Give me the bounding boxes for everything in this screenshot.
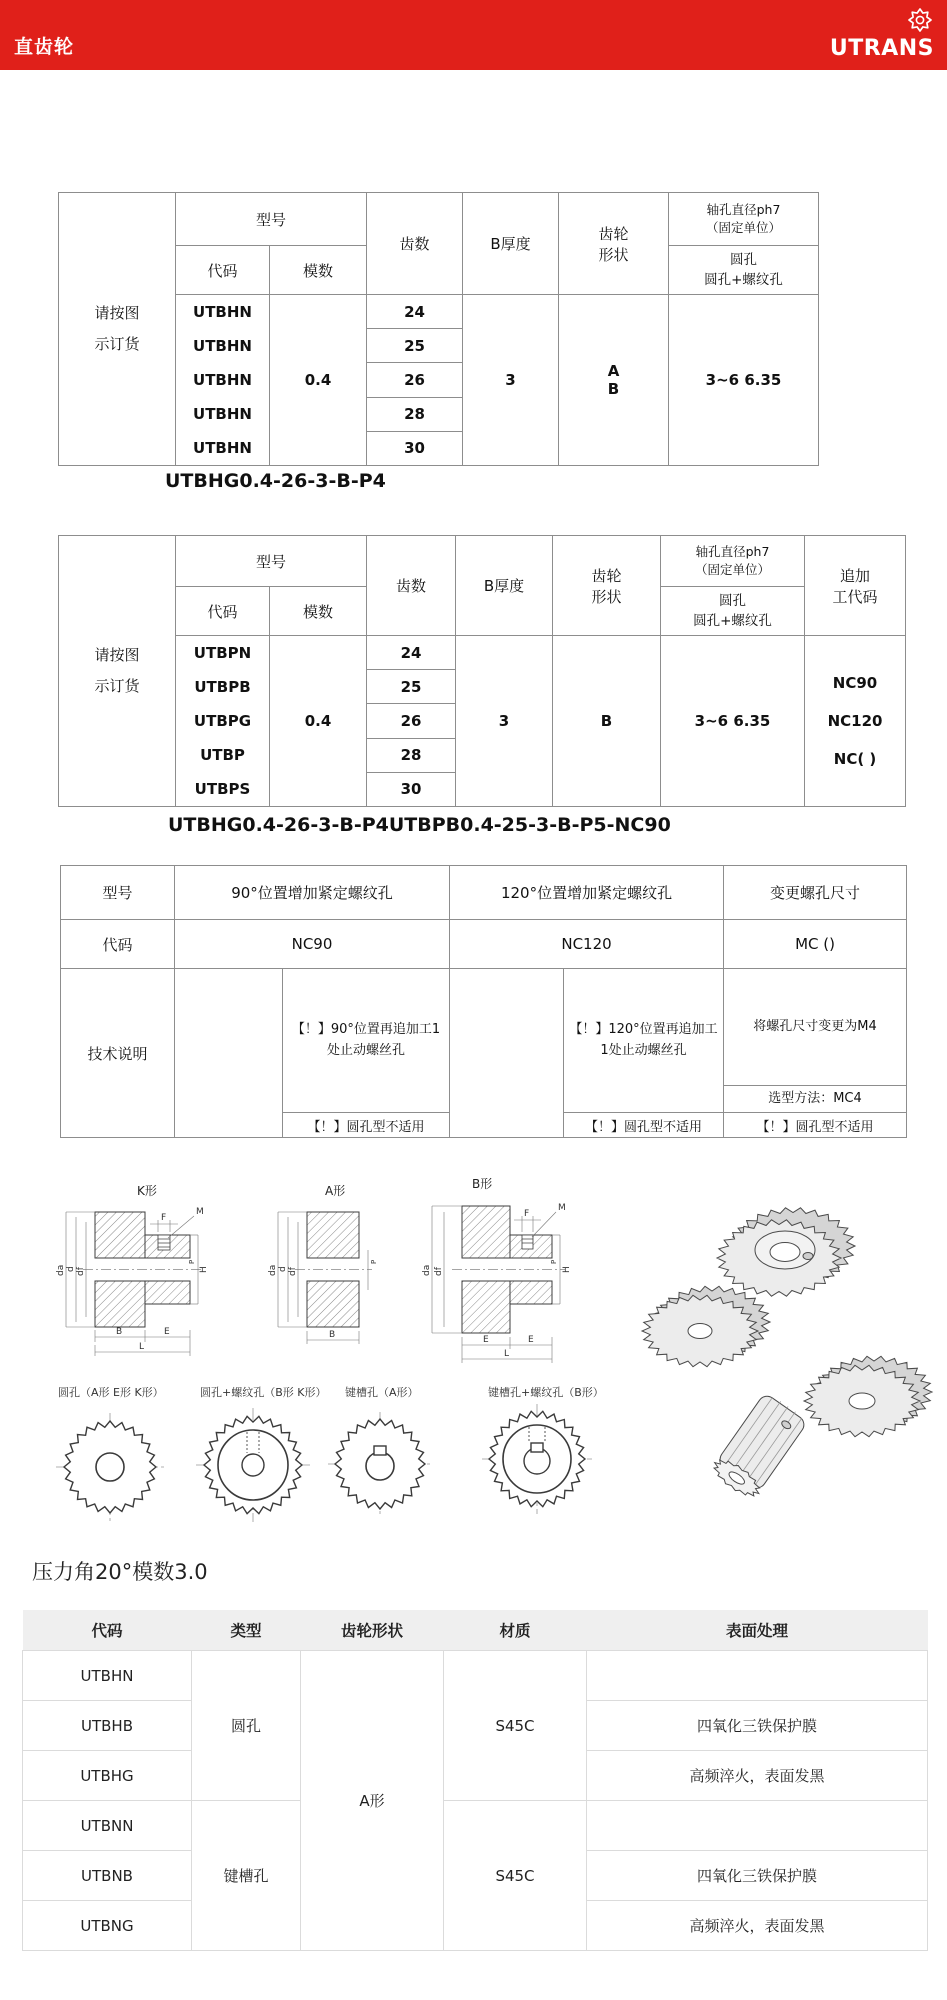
code-value: UTBPS	[194, 780, 251, 798]
order-note-line2: 示订货	[94, 335, 140, 353]
shape-header-line2: 形状	[591, 587, 622, 606]
gear-front-view-keyway-hole	[328, 1385, 432, 1516]
mat-header-code: 代码	[23, 1610, 192, 1651]
dim-label-e: E	[528, 1335, 534, 1345]
gear-3d-render	[642, 1208, 932, 1503]
mat-header-material: 材质	[444, 1610, 587, 1651]
dim-label-p: P	[188, 1259, 196, 1264]
not-applicable-90: 【！】圆孔型不适用	[283, 1113, 450, 1138]
dim-label-f: F	[161, 1213, 167, 1223]
material-table	[22, 1610, 928, 1951]
extra-header-line2: 工代码	[832, 587, 878, 606]
code-value: UTBHN	[193, 371, 252, 389]
extra-code-value: NC( )	[833, 750, 877, 768]
hole-sub-line1: 圆孔	[730, 251, 758, 268]
code-value: UTBPB	[194, 678, 251, 696]
code-value: UTBPG	[193, 712, 252, 730]
a-section-label: A形	[325, 1184, 346, 1198]
tech-90-figure-cell	[175, 969, 283, 1138]
dim-label-da: da	[268, 1264, 278, 1276]
teeth-value: 25	[367, 670, 456, 704]
machining-code-table	[60, 865, 907, 1138]
mat-code: UTBHB	[23, 1701, 192, 1751]
code-list-cell	[176, 295, 270, 466]
hole-header-line1: 轴孔直径ph7	[706, 201, 781, 217]
code-change-value: MC ()	[724, 920, 907, 969]
hole-range-value: 3~6 6.35	[661, 636, 805, 807]
code-120-value: NC120	[450, 920, 724, 969]
surface-treatment: 四氧化三铁保护膜	[587, 1851, 928, 1901]
code-value: UTBHN	[193, 439, 252, 457]
mat-header-surface: 表面处理	[587, 1610, 928, 1651]
module-value: 0.4	[270, 295, 367, 466]
hole-sub-line1: 圆孔	[719, 592, 747, 609]
code-value: UTBP	[200, 746, 245, 764]
surface-treatment: 高频淬火，表面发黑	[587, 1901, 928, 1951]
col-header-shape	[553, 536, 661, 636]
gear-shape-value: A形	[301, 1651, 444, 1951]
shape-value	[559, 295, 669, 466]
surface-treatment	[587, 1801, 928, 1851]
order-note-line1: 请按图	[94, 304, 140, 322]
k-section-label: K形	[137, 1184, 157, 1198]
order-note-line1: 请按图	[94, 646, 140, 664]
col-header-shape	[559, 193, 669, 295]
technical-drawings	[0, 1150, 947, 1550]
dim-label-m: M	[196, 1207, 204, 1217]
col-header-code: 代码	[176, 246, 270, 295]
dim-label-p: P	[550, 1259, 558, 1264]
extra-code-value: NC120	[827, 712, 883, 730]
col-header-teeth: 齿数	[367, 193, 463, 295]
front-view-label-2: 圆孔+螺纹孔（B形 K形）	[200, 1386, 327, 1399]
tech-120-figure-cell	[450, 969, 564, 1138]
hole-type-keyway: 键槽孔	[192, 1801, 301, 1951]
col-header-hole-sub	[669, 246, 819, 295]
hole-header-line2: （固定单位）	[695, 562, 771, 577]
shape-value-line1: A	[607, 362, 620, 380]
brand-logo: UTRANS	[829, 36, 934, 61]
dim-label-f: F	[524, 1209, 530, 1219]
tech-90-note: 【！】90°位置再追加工1处止动螺丝孔	[283, 969, 450, 1113]
dim-label-df: df	[76, 1267, 86, 1276]
gear-icon	[907, 7, 933, 33]
dim-label-df: df	[288, 1267, 298, 1276]
col-header-extra-code	[805, 536, 906, 636]
hole-header-line1: 轴孔直径ph7	[695, 543, 770, 559]
page-title: 直齿轮	[14, 36, 75, 58]
gear-front-view-round-hole-tapped	[196, 1385, 326, 1522]
col-header-code: 代码	[176, 587, 270, 636]
surface-treatment: 高频淬火，表面发黑	[587, 1751, 928, 1801]
a-section-drawing	[268, 1184, 378, 1344]
surface-treatment	[587, 1651, 928, 1701]
order-note	[59, 536, 176, 807]
front-view-label-1: 圆孔（A形 E形 K形）	[58, 1386, 164, 1399]
teeth-value: 24	[367, 636, 456, 670]
col-header-hole	[661, 536, 805, 587]
row-header-tech-note: 技术说明	[61, 969, 175, 1138]
header-bar	[0, 0, 947, 70]
mat-header-type: 类型	[192, 1610, 301, 1651]
dim-label-e: E	[483, 1335, 489, 1345]
dim-label-df: df	[434, 1267, 444, 1276]
thickness-value: 3	[463, 295, 559, 466]
code-list-cell	[176, 636, 270, 807]
dim-label-da: da	[56, 1264, 66, 1276]
dim-label-b: B	[116, 1327, 123, 1337]
dim-label-h: H	[562, 1266, 572, 1273]
extra-code-value: NC90	[832, 674, 878, 692]
header-change-hole: 变更螺孔尺寸	[724, 866, 907, 920]
dim-label-d: d	[66, 1266, 76, 1272]
k-section-drawing	[56, 1184, 209, 1356]
dim-label-h: H	[199, 1266, 209, 1273]
b-section-drawing	[422, 1177, 572, 1363]
b-section-label: B形	[472, 1177, 493, 1191]
mat-code: UTBHN	[23, 1651, 192, 1701]
extra-header-line1: 追加	[840, 566, 871, 585]
thickness-value: 3	[456, 636, 553, 807]
material-value-1: S45C	[444, 1651, 587, 1801]
not-applicable-120: 【！】圆孔型不适用	[564, 1113, 724, 1138]
hole-header-line2: （固定单位）	[706, 220, 782, 235]
gear-front-view-round-hole	[56, 1385, 164, 1521]
col-header-hole-sub	[661, 587, 805, 636]
dim-label-l: L	[504, 1349, 510, 1359]
row-header-model: 型号	[61, 866, 175, 920]
teeth-value: 28	[367, 397, 463, 431]
row-header-code: 代码	[61, 920, 175, 969]
col-header-model: 型号	[176, 536, 367, 587]
dim-label-m: M	[558, 1203, 566, 1213]
gear-front-view-keyway-tapped	[482, 1385, 604, 1514]
code-value: UTBPN	[193, 644, 252, 662]
mat-code: UTBNG	[23, 1901, 192, 1951]
order-table-1	[58, 192, 819, 466]
teeth-value: 26	[367, 704, 456, 738]
shape-header-line2: 形状	[598, 245, 629, 264]
code-value: UTBHN	[193, 405, 252, 423]
code-value: UTBHN	[193, 303, 252, 321]
pressure-angle-note: 压力角20°模数3.0	[32, 1560, 208, 1584]
teeth-value: 25	[367, 329, 463, 363]
col-header-thickness: B厚度	[456, 536, 553, 636]
code-value: UTBHN	[193, 337, 252, 355]
shape-header-line1: 齿轮	[598, 224, 629, 243]
hole-type-round: 圆孔	[192, 1651, 301, 1801]
front-view-label-3: 键槽孔（A形）	[345, 1386, 419, 1399]
teeth-value: 24	[367, 295, 463, 329]
part-number-example-1: UTBHG0.4-26-3-B-P4	[165, 470, 386, 492]
dim-label-p: P	[370, 1259, 378, 1264]
teeth-value: 30	[367, 431, 463, 465]
dim-label-b: B	[329, 1330, 336, 1340]
header-90deg: 90°位置增加紧定螺纹孔	[175, 866, 450, 920]
col-header-teeth: 齿数	[367, 536, 456, 636]
teeth-value: 28	[367, 738, 456, 772]
dim-label-e: E	[164, 1327, 170, 1337]
dim-label-da: da	[422, 1264, 432, 1276]
part-number-example-2: UTBHG0.4-26-3-B-P4UTBPB0.4-25-3-B-P5-NC90	[168, 814, 671, 836]
teeth-value: 26	[367, 363, 463, 397]
code-90-value: NC90	[175, 920, 450, 969]
shape-header-line1: 齿轮	[591, 566, 622, 585]
col-header-module: 模数	[270, 587, 367, 636]
teeth-value: 30	[367, 772, 456, 806]
mat-code: UTBNB	[23, 1851, 192, 1901]
mat-code: UTBHG	[23, 1751, 192, 1801]
change-method: 选型方法：MC4	[724, 1086, 907, 1113]
extra-code-list-cell	[805, 636, 906, 807]
order-note-line2: 示订货	[94, 677, 140, 695]
mat-code: UTBNN	[23, 1801, 192, 1851]
shape-value: B	[553, 636, 661, 807]
surface-treatment: 四氧化三铁保护膜	[587, 1701, 928, 1751]
header-120deg: 120°位置增加紧定螺纹孔	[450, 866, 724, 920]
order-note	[59, 193, 176, 466]
not-applicable-change: 【！】圆孔型不适用	[724, 1113, 907, 1138]
col-header-model: 型号	[176, 193, 367, 246]
front-view-label-4: 键槽孔+螺纹孔（B形）	[488, 1386, 604, 1399]
col-header-module: 模数	[270, 246, 367, 295]
module-value: 0.4	[270, 636, 367, 807]
col-header-thickness: B厚度	[463, 193, 559, 295]
dim-label-d: d	[278, 1266, 288, 1272]
hole-range-value: 3~6 6.35	[669, 295, 819, 466]
change-description: 将螺孔尺寸变更为M4	[724, 969, 907, 1086]
hole-sub-line2: 圆孔+螺纹孔	[704, 272, 783, 288]
shape-value-line2: B	[607, 380, 620, 398]
col-header-hole	[669, 193, 819, 246]
material-value-2: S45C	[444, 1801, 587, 1951]
dim-label-l: L	[139, 1342, 145, 1352]
hole-sub-line2: 圆孔+螺纹孔	[693, 613, 772, 629]
order-table-2	[58, 535, 906, 807]
tech-120-note: 【！】120°位置再追加工1处止动螺丝孔	[564, 969, 724, 1113]
mat-header-shape: 齿轮形状	[301, 1610, 444, 1651]
